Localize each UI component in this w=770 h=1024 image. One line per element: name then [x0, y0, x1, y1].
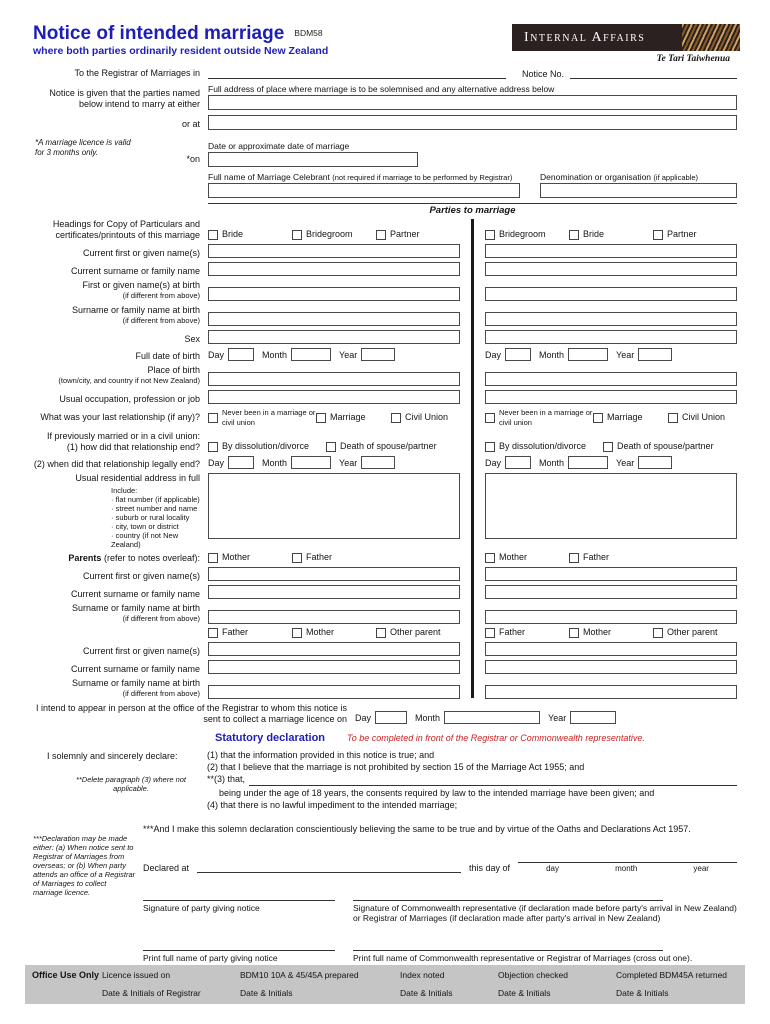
current-surname-label: Current surname or family name [70, 588, 200, 599]
alternative-place-input[interactable] [208, 115, 737, 130]
current-surname-label: Current surname or family name [70, 663, 200, 674]
notice-given-label: Notice is given that the parties named below intend to marry at either [49, 88, 200, 109]
year-label: Year [339, 349, 358, 360]
party-print-name-input[interactable] [143, 940, 335, 951]
year-label: Year [339, 457, 358, 468]
current-first-label: Current first or given name(s) [82, 247, 200, 258]
marriage-place-input[interactable] [208, 95, 737, 110]
party1-death-checkbox[interactable] [326, 442, 336, 452]
party-signature-input[interactable] [143, 890, 335, 901]
row-current-first [33, 244, 737, 258]
party-signature-caption: Signature of party giving notice [143, 902, 260, 913]
party2-parent2-father-label: Father [499, 627, 526, 638]
declaration-margin-note: ***Declaration may be made either: (a) When notice sent to Registrar of Marriages from overseas; or (b) When party attends an office of a Registrar of Marriages to collect marriage licence. [33, 834, 136, 897]
intend-label: I intend to appear in person at the office of the Registrar to whom this notice is sent to collect a marriage licence on [35, 703, 347, 724]
day-label: Day [485, 349, 502, 360]
denomination-input[interactable] [540, 183, 737, 198]
marriage-date-label: Date or approximate date of marriage [208, 141, 350, 151]
party2-parent2-father-checkbox[interactable] [485, 628, 495, 638]
delete-paragraph-note: **Delete paragraph (3) where not applicable. [75, 775, 187, 793]
office-objection-checked-label: Objection checked [498, 970, 568, 980]
include-label: Include: [111, 485, 138, 495]
party2-role-partner-label: Partner [667, 229, 697, 240]
office-index-noted-label: Index noted [400, 970, 445, 980]
party1-rel-end-year-input[interactable] [361, 456, 395, 469]
party1-rel-end-month-input[interactable] [291, 456, 331, 469]
residential-label: Usual residential address in full [75, 473, 200, 483]
row-residential-address [33, 473, 737, 549]
declaration-item-3: **(3) that, [207, 774, 246, 784]
representative-signature-input[interactable] [353, 890, 663, 901]
internal-affairs-logo [512, 24, 740, 64]
party1-parent2-mother-checkbox[interactable] [292, 628, 302, 638]
party1-parent1-father-label: Father [306, 552, 333, 563]
party2-parent2-surname-input[interactable] [485, 660, 737, 674]
denomination-label: Denomination or organisation [540, 172, 652, 182]
month-label: Month [262, 349, 288, 360]
party1-civil-union-checkbox[interactable] [391, 413, 401, 423]
declaration-red-note: To be completed in front of the Registrar or Commonwealth representative. [347, 733, 645, 743]
notice-no-input[interactable] [570, 68, 737, 79]
celebrant-label: Full name of Marriage Celebrant [208, 172, 330, 182]
declaration-title: Statutory declaration [215, 732, 326, 744]
party2-parent2-other-label: Other parent [667, 627, 718, 638]
party2-dob-month-input[interactable] [568, 348, 608, 361]
office-date-initials-label: Date & Initials [498, 988, 551, 998]
day-sublabel: day [546, 863, 559, 873]
party1-parent1-father-checkbox[interactable] [292, 553, 302, 563]
row-alt-place [33, 115, 737, 130]
first-at-birth-label: First or given name(s) at birth [82, 280, 200, 290]
party1-never-label: Never been in a marriage or civil union [222, 408, 316, 427]
day-label: Day [355, 712, 372, 723]
headings-label: Headings for Copy of Particulars and certificates/printouts of this marriage [52, 219, 200, 240]
include-item: · country (if not New Zealand) [111, 530, 179, 549]
party2-current-surname-input[interactable] [485, 262, 737, 276]
occupation-label: Usual occupation, profession or job [59, 393, 200, 404]
office-date-initials-label: Date & Initials [240, 988, 293, 998]
maori-weave-pattern-icon [682, 24, 740, 51]
licence-validity-note: *A marriage licence is valid for 3 months only. [35, 138, 131, 157]
row-parent1-surname [33, 585, 737, 599]
party2-role-partner-checkbox[interactable] [653, 230, 663, 240]
parties-title: Parties to marriage [429, 205, 516, 216]
top-section [33, 68, 737, 198]
party2-surname-at-birth-input[interactable] [485, 312, 737, 326]
row-registrar [33, 68, 737, 79]
licence-collect-day-input[interactable] [375, 711, 407, 724]
party1-role-partner-checkbox[interactable] [376, 230, 386, 240]
party1-parent2-surname-input[interactable] [208, 660, 460, 674]
party2-parent2-other-checkbox[interactable] [653, 628, 663, 638]
party-print-name-caption: Print full name of party giving notice [143, 952, 278, 963]
month-label: Month [415, 712, 441, 723]
party1-dob-month-input[interactable] [291, 348, 331, 361]
declaration-item-1: (1) that the information provided in this notice is true; and [207, 750, 435, 760]
party1-role-bride-label: Bride [222, 229, 244, 240]
row-intend-to-appear [33, 703, 737, 724]
party2-death-label: Death of spouse/partner [617, 441, 714, 452]
party1-parent1-surname-at-birth-input[interactable] [208, 610, 460, 624]
include-item: · suburb or rural locality [111, 512, 190, 522]
party1-dob-day-input[interactable] [228, 348, 254, 361]
representative-print-name-caption: Print full name of Commonwealth representative or Registrar of Marriages (cross out one). [353, 952, 693, 963]
party1-current-first-input[interactable] [208, 244, 460, 258]
surname-at-birth-label: Surname or family name at birth [71, 305, 200, 315]
year-label: Year [616, 349, 635, 360]
party1-parent2-father-checkbox[interactable] [208, 628, 218, 638]
party2-role-bride-checkbox[interactable] [569, 230, 579, 240]
licence-collect-month-input[interactable] [444, 711, 540, 724]
party2-dissolution-checkbox[interactable] [485, 442, 495, 452]
declaration-item-4: (4) that there is no lawful impediment to the intended marriage; [207, 800, 458, 810]
party2-parent2-mother-checkbox[interactable] [569, 628, 579, 638]
party2-parent1-father-label: Father [583, 552, 610, 563]
row-declared-at [143, 852, 737, 873]
parties-section [33, 203, 737, 724]
day-label: Day [485, 457, 502, 468]
row-print-names [143, 940, 737, 963]
office-bdm45a-returned-label: Completed BDM45A returned [616, 970, 728, 980]
prev-q1-label: (1) how did that relationship end? [66, 441, 200, 452]
party2-civil-union-checkbox[interactable] [668, 413, 678, 423]
office-use-title: Office Use Only [32, 970, 100, 980]
party2-rel-end-year-input[interactable] [638, 456, 672, 469]
year-label: Year [548, 712, 567, 723]
registrar-input[interactable] [208, 68, 506, 79]
surname-at-birth-label: Surname or family name at birth [71, 678, 200, 688]
prev-q2-label: (2) when did that relationship legally end? [33, 458, 200, 469]
celebrant-note: (not required if marriage to be performed by Registrar) [332, 173, 513, 182]
month-sublabel: month [615, 863, 638, 873]
sex-label: Sex [184, 333, 200, 344]
party1-parent2-other-checkbox[interactable] [376, 628, 386, 638]
party1-civil-union-label: Civil Union [405, 411, 449, 422]
registrar-label: To the Registrar of Marriages in [74, 68, 200, 78]
form-header [33, 24, 740, 64]
office-licence-issued-label: Licence issued on [102, 970, 171, 980]
item3-name-input[interactable] [249, 775, 737, 786]
party1-address-input[interactable] [208, 473, 460, 539]
party2-never-label: Never been in a marriage or civil union [499, 408, 593, 427]
office-date-initials-label: Date & Initials [400, 988, 453, 998]
declare-label: I solemnly and sincerely declare: [47, 751, 178, 761]
party2-role-bride-label: Bride [583, 229, 605, 240]
current-first-label: Current first or given name(s) [82, 570, 200, 581]
row-parent2-surname-at-birth [33, 678, 737, 699]
last-relationship-label: What was your last relationship (if any)? [40, 412, 200, 423]
party2-parent2-mother-label: Mother [583, 627, 612, 638]
party1-parent2-father-label: Father [222, 627, 249, 638]
licence-collect-year-input[interactable] [570, 711, 616, 724]
month-label: Month [262, 457, 288, 468]
row-parent2-surname [33, 660, 737, 674]
row-parent1-first [33, 567, 737, 581]
party1-parent1-first-input[interactable] [208, 567, 460, 581]
office-use-bar [25, 965, 745, 1004]
row-surname-at-birth [33, 305, 737, 326]
row-sex [33, 330, 737, 344]
party1-marriage-label: Marriage [330, 411, 366, 422]
party1-parent1-surname-input[interactable] [208, 585, 460, 599]
include-item: · city, town or district [111, 521, 179, 531]
party2-death-checkbox[interactable] [603, 442, 613, 452]
declared-at-label: Declared at [143, 862, 190, 873]
representative-signature-caption: Signature of Commonwealth representative (if declaration made before party's arrival in New Zealand) or Registrar of Marriages (if declaration made after party's arrival in New Zealand) [353, 902, 737, 923]
parents-note: (refer to notes overleaf): [103, 552, 200, 563]
denomination-note: (if applicable) [653, 173, 699, 182]
column-divider [471, 219, 474, 698]
party1-death-label: Death of spouse/partner [340, 441, 437, 452]
day-label: Day [208, 457, 225, 468]
party2-current-first-input[interactable] [485, 244, 737, 258]
or-at-label: or at [181, 119, 200, 129]
representative-print-name-input[interactable] [353, 940, 663, 951]
row-how-relationship-ended [33, 431, 737, 452]
if-different-note: (if different from above) [122, 315, 200, 325]
page-subtitle: where both parties ordinarily resident outside New Zealand [33, 45, 329, 57]
surname-at-birth-label: Surname or family name at birth [71, 603, 200, 613]
notice-no-label: Notice No. [522, 69, 565, 79]
row-parent2-type [33, 628, 737, 638]
form-code: BDM58 [294, 28, 323, 38]
row-parent1-surname-at-birth [33, 603, 737, 624]
party2-never-checkbox[interactable] [485, 413, 495, 423]
row-occupation [33, 390, 737, 404]
declaration-item-3-cont: being under the age of 18 years, the consents required by law to the intended marriage have been given; and [219, 787, 655, 798]
party1-parent2-other-label: Other parent [390, 627, 441, 638]
office-bdm10-label: BDM10 10A & 45/45A prepared [240, 970, 359, 980]
party2-role-bridegroom-label: Bridegroom [499, 229, 546, 240]
office-date-initials-label: Date & Initials [616, 988, 669, 998]
party1-marriage-checkbox[interactable] [316, 413, 326, 423]
on-label: *on [186, 154, 200, 164]
party2-parent1-mother-checkbox[interactable] [485, 553, 495, 563]
page-title: Notice of intended marriage [33, 23, 285, 44]
place-of-birth-note: (town/city, and country if not New Zealand) [58, 375, 200, 385]
current-first-label: Current first or given name(s) [82, 645, 200, 656]
row-current-surname [33, 262, 737, 276]
prev-married-label: If previously married or in a civil union: [46, 431, 200, 441]
party2-parent1-mother-label: Mother [499, 552, 528, 563]
row-marriage-place [33, 84, 737, 110]
party1-surname-at-birth-input[interactable] [208, 312, 460, 326]
month-label: Month [539, 457, 565, 468]
row-parent2-first [33, 642, 737, 656]
party1-current-surname-input[interactable] [208, 262, 460, 276]
party1-role-partner-label: Partner [390, 229, 420, 240]
party1-never-checkbox[interactable] [208, 413, 218, 423]
party2-parent1-surname-input[interactable] [485, 585, 737, 599]
row-headings [33, 219, 737, 240]
party2-dob-year-input[interactable] [638, 348, 672, 361]
declaration-item-2: (2) that I believe that the marriage is not prohibited by section 15 of the Marriage Act 1955; and [207, 761, 585, 772]
logo-wordmark: Internal Affairs [524, 29, 646, 45]
include-item: · street number and name [111, 503, 198, 513]
party2-rel-end-month-input[interactable] [568, 456, 608, 469]
party1-role-bridegroom-checkbox[interactable] [292, 230, 302, 240]
statutory-declaration-section [33, 732, 737, 963]
row-marriage-date [33, 135, 737, 167]
if-different-note: (if different from above) [122, 688, 200, 698]
party2-role-bridegroom-checkbox[interactable] [485, 230, 495, 240]
this-day-of-label: this day of [469, 862, 511, 873]
party2-parent1-father-checkbox[interactable] [569, 553, 579, 563]
place-of-birth-label: Place of birth [147, 365, 200, 375]
office-date-initials-registrar-label: Date & Initials of Registrar [102, 988, 201, 998]
month-label: Month [539, 349, 565, 360]
dob-label: Full date of birth [135, 350, 200, 361]
party2-parent2-first-input[interactable] [485, 642, 737, 656]
party2-marriage-checkbox[interactable] [593, 413, 603, 423]
oath-statement: ***And I make this solemn declaration conscientiously believing the same to be true and by virtue of the Oaths and Declarations Act 1957. [143, 823, 691, 834]
marriage-date-input[interactable] [208, 152, 418, 167]
if-different-note: (if different from above) [122, 290, 200, 300]
full-address-label: Full address of place where marriage is to be solemnised and any alternative address below [208, 84, 555, 94]
party1-parent2-first-input[interactable] [208, 642, 460, 656]
party2-occupation-input[interactable] [485, 390, 737, 404]
row-signatures [143, 890, 737, 923]
party1-parent1-mother-label: Mother [222, 552, 251, 563]
party1-occupation-input[interactable] [208, 390, 460, 404]
day-label: Day [208, 349, 225, 360]
party2-dissolution-label: By dissolution/divorce [499, 441, 587, 452]
party1-sex-input[interactable] [208, 330, 460, 344]
row-place-of-birth [33, 365, 737, 386]
row-celebrant [33, 172, 737, 198]
year-label: Year [616, 457, 635, 468]
party1-rel-end-day-input[interactable] [228, 456, 254, 469]
row-parent1-type [33, 553, 737, 564]
party2-parent2-surname-at-birth-input[interactable] [485, 685, 737, 699]
celebrant-name-input[interactable] [208, 183, 520, 198]
party1-place-of-birth-input[interactable] [208, 372, 460, 386]
party2-dob-day-input[interactable] [505, 348, 531, 361]
party1-role-bride-checkbox[interactable] [208, 230, 218, 240]
party2-parent1-surname-at-birth-input[interactable] [485, 610, 737, 624]
party2-marriage-label: Marriage [607, 411, 643, 422]
row-first-at-birth [33, 280, 737, 301]
include-item: · flat number (if applicable) [111, 494, 200, 504]
party2-parent1-first-input[interactable] [485, 567, 737, 581]
party2-place-of-birth-input[interactable] [485, 372, 737, 386]
logo-maori-name: Te Tari Taiwhenua [656, 54, 730, 64]
party1-role-bridegroom-label: Bridegroom [306, 229, 353, 240]
party1-parent1-mother-checkbox[interactable] [208, 553, 218, 563]
party2-first-at-birth-input[interactable] [485, 287, 737, 301]
declared-at-input[interactable] [197, 862, 461, 873]
party1-parent2-surname-at-birth-input[interactable] [208, 685, 460, 699]
party2-sex-input[interactable] [485, 330, 737, 344]
party1-dissolution-label: By dissolution/divorce [222, 441, 310, 452]
parents-label: Parents [68, 552, 102, 563]
party1-dissolution-checkbox[interactable] [208, 442, 218, 452]
declared-date-input[interactable] [518, 852, 737, 863]
party2-rel-end-day-input[interactable] [505, 456, 531, 469]
if-different-note: (if different from above) [122, 613, 200, 623]
year-sublabel: year [693, 863, 709, 873]
current-surname-label: Current surname or family name [70, 265, 200, 276]
row-last-relationship [33, 408, 737, 427]
party1-first-at-birth-input[interactable] [208, 287, 460, 301]
party2-address-input[interactable] [485, 473, 737, 539]
row-when-relationship-ended [33, 456, 737, 469]
row-dob [33, 348, 737, 361]
party1-parent2-mother-label: Mother [306, 627, 335, 638]
party1-dob-year-input[interactable] [361, 348, 395, 361]
party2-civil-union-label: Civil Union [682, 411, 726, 422]
